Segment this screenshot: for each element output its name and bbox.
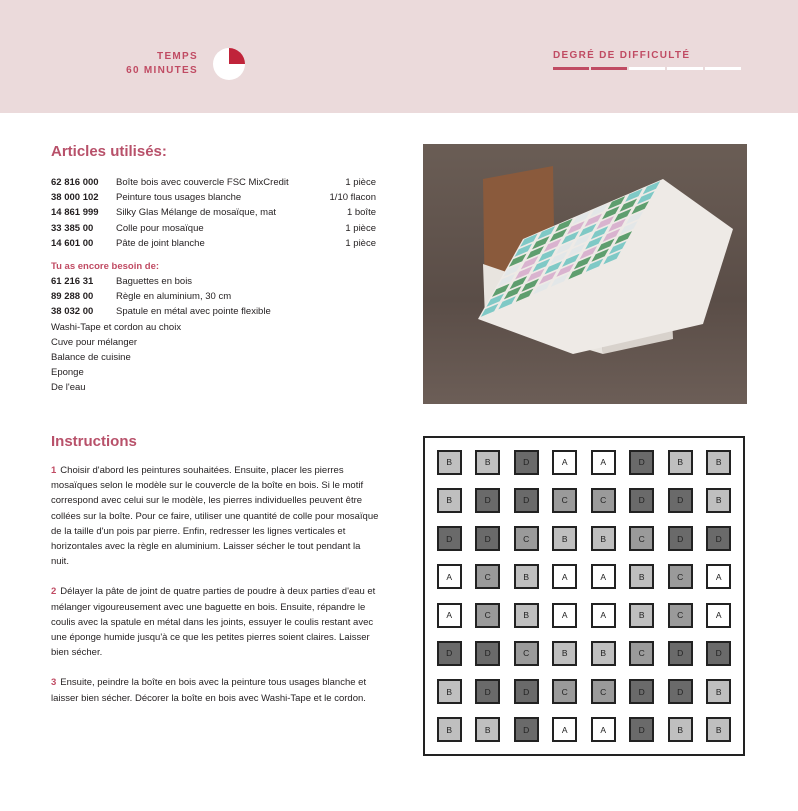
extra-material-row <box>51 320 376 335</box>
pattern-cell <box>661 596 700 634</box>
pattern-cell <box>430 443 469 481</box>
pattern-tile: D <box>668 488 693 513</box>
pattern-cell <box>430 634 469 672</box>
material-name: Pâte de joint blanche <box>116 237 205 249</box>
pattern-cell <box>469 711 508 749</box>
pattern-tile: B <box>706 679 731 704</box>
mosaic-box-photo <box>423 144 747 404</box>
extra-material-code: 38 032 00 <box>51 306 94 318</box>
pattern-tile: C <box>591 488 616 513</box>
pattern-tile: B <box>437 488 462 513</box>
pattern-cell <box>507 673 546 711</box>
pattern-cell <box>584 520 623 558</box>
pattern-tile: B <box>668 717 693 742</box>
pattern-tile: B <box>514 603 539 628</box>
pattern-tile: C <box>475 603 500 628</box>
pattern-tile: D <box>629 450 654 475</box>
pattern-cell <box>546 634 585 672</box>
extra-material-name: Washi-Tape et cordon au choix <box>51 321 182 333</box>
pattern-cell <box>700 443 739 481</box>
pattern-cell <box>469 596 508 634</box>
material-code: 33 385 00 <box>51 222 94 234</box>
pattern-cell <box>469 558 508 596</box>
extra-material-code: 89 288 00 <box>51 291 94 303</box>
pattern-cell <box>430 596 469 634</box>
material-row <box>51 236 376 251</box>
pattern-tile: D <box>706 526 731 551</box>
instructions-body <box>51 463 381 721</box>
pattern-tile: C <box>629 641 654 666</box>
pattern-tile: A <box>591 450 616 475</box>
material-qty: 1 boîte <box>346 207 376 219</box>
pattern-cell <box>623 634 662 672</box>
extra-material-row <box>51 365 376 380</box>
pattern-tile: D <box>629 679 654 704</box>
pattern-tile: A <box>437 603 462 628</box>
material-qty: 1 pièce <box>345 177 376 188</box>
pattern-cell <box>700 481 739 519</box>
pattern-cell <box>507 481 546 519</box>
material-qty: 1/10 flacon <box>329 192 376 204</box>
materials-title: Articles utilisés: <box>51 143 167 160</box>
pattern-tile: B <box>706 450 731 475</box>
pattern-tile: C <box>591 679 616 704</box>
pattern-tile: D <box>514 450 539 475</box>
pattern-cell <box>430 711 469 749</box>
pattern-cell <box>661 443 700 481</box>
pattern-cell <box>623 443 662 481</box>
pattern-cell <box>469 520 508 558</box>
pattern-cell <box>546 558 585 596</box>
extra-material-row <box>51 274 376 289</box>
pattern-cell <box>661 673 700 711</box>
difficulty-title: DEGRÉ DE DIFFICULTÉ <box>553 50 691 61</box>
pattern-cell <box>507 634 546 672</box>
pattern-cell <box>623 558 662 596</box>
pattern-cell <box>507 443 546 481</box>
pattern-cell <box>584 673 623 711</box>
pattern-tile: D <box>475 488 500 513</box>
extra-material-name: Baguettes en bois <box>116 275 193 287</box>
pattern-cell <box>469 443 508 481</box>
materials-list <box>51 175 376 395</box>
pattern-cell <box>507 596 546 634</box>
material-code: 14 601 00 <box>51 237 94 249</box>
difficulty-bar <box>591 67 627 70</box>
pattern-tile: B <box>629 603 654 628</box>
material-code: 38 000 102 <box>51 192 99 204</box>
pattern-tile: C <box>668 564 693 589</box>
material-name: Colle pour mosaïque <box>116 222 204 234</box>
extra-material-row <box>51 289 376 304</box>
extra-material-name: Eponge <box>51 367 84 379</box>
material-name: Silky Glas Mélange de mosaïque, mat <box>116 207 276 219</box>
pattern-tile: D <box>475 679 500 704</box>
step-text: Choisir d'abord les peintures souhaitées. Ensuite, placer les pierres mosaïques selon le modèle sur le couvercle de la boîte en bois. Si le motif correspond avec celui sur le modèle, les pierres individuelles peuvent être collées sur la boîte. Pour ce faire, utiliser une quantité de colle pour mosaïque de la taille d'un pois par pierre. Enfin, redresser les lignes verticales et horizontales avec la règle en aluminium. Laisser sécher le tout pendant la nuit. <box>51 465 379 568</box>
instruction-step <box>51 675 381 705</box>
pattern-cell <box>584 634 623 672</box>
pattern-cell <box>469 481 508 519</box>
pattern-tile: D <box>668 679 693 704</box>
pattern-tile: C <box>552 679 577 704</box>
pattern-cell <box>584 711 623 749</box>
pattern-cell <box>623 520 662 558</box>
material-row <box>51 175 376 190</box>
pattern-tile: D <box>475 641 500 666</box>
extra-material-row <box>51 380 376 395</box>
pattern-cell <box>623 711 662 749</box>
pattern-tile: B <box>552 641 577 666</box>
pattern-tile: A <box>591 717 616 742</box>
pattern-tile: D <box>437 526 462 551</box>
extra-material-name: Cuve pour mélanger <box>51 336 138 348</box>
time-pie-slice <box>229 48 245 64</box>
time-pie-icon <box>213 48 245 80</box>
extra-material-row <box>51 335 376 350</box>
pattern-cell <box>546 520 585 558</box>
pattern-tile: A <box>552 717 577 742</box>
materials-subtitle: Tu as encore besoin de: <box>51 260 160 272</box>
time-title: TEMPS <box>157 51 198 62</box>
pattern-cell <box>623 481 662 519</box>
difficulty-bar <box>553 67 589 70</box>
pattern-tile: B <box>591 641 616 666</box>
material-name: Peinture tous usages blanche <box>116 192 242 204</box>
pattern-tile: B <box>706 717 731 742</box>
material-name: Boîte bois avec couvercle FSC MixCredit <box>116 177 289 188</box>
difficulty-bar <box>667 67 703 70</box>
pattern-cell <box>661 634 700 672</box>
pattern-cell <box>430 558 469 596</box>
pattern-cell <box>700 558 739 596</box>
pattern-cell <box>584 558 623 596</box>
pattern-cell <box>623 596 662 634</box>
pattern-tile: D <box>514 488 539 513</box>
pattern-tile: A <box>437 564 462 589</box>
pattern-cell <box>584 443 623 481</box>
pattern-cell <box>584 596 623 634</box>
step-text: Ensuite, peindre la boîte en bois avec la peinture tous usages blanche et laisser bien sécher. Décorer la boîte en bois avec Washi-Tape et le cordon. <box>51 677 367 704</box>
pattern-tile: A <box>706 603 731 628</box>
header-band <box>0 0 798 113</box>
pattern-tile: B <box>706 488 731 513</box>
pattern-cell <box>700 711 739 749</box>
pattern-cell <box>507 558 546 596</box>
material-qty: 1 pièce <box>345 222 376 234</box>
extra-material-row <box>51 350 376 365</box>
pattern-tile: C <box>629 526 654 551</box>
material-row <box>51 190 376 205</box>
pattern-cell <box>546 673 585 711</box>
pattern-cell <box>661 558 700 596</box>
pattern-tile: A <box>552 450 577 475</box>
pattern-cell <box>661 520 700 558</box>
pattern-cell <box>507 711 546 749</box>
pattern-cell <box>700 634 739 672</box>
pattern-tile: C <box>668 603 693 628</box>
material-code: 14 861 999 <box>51 207 99 219</box>
difficulty-bar <box>705 67 741 70</box>
extra-material-name: Règle en aluminium, 30 cm <box>116 291 232 303</box>
step-text: Délayer la pâte de joint de quatre parties de poudre à deux parties d'eau et mélanger vigoureusement avec une baguette en bois. Ensuite, répandre le coulis avec la spatule en métal dans les joints, essuyer le coulis restant avec une éponge humide jusqu'à ce que les petites pierres soient claires. Laisser bien sécher. <box>51 586 376 659</box>
pattern-tile: D <box>475 526 500 551</box>
pattern-tile: A <box>552 564 577 589</box>
time-value: 60 MINUTES <box>126 65 198 76</box>
pattern-tile: B <box>629 564 654 589</box>
step-number: 2 <box>51 586 57 598</box>
pattern-tile: C <box>475 564 500 589</box>
pattern-tile: D <box>514 717 539 742</box>
pattern-tile: C <box>514 526 539 551</box>
material-qty: 1 pièce <box>345 237 376 249</box>
pattern-cell <box>584 481 623 519</box>
mosaic-pattern-grid <box>423 436 745 756</box>
pattern-tile: D <box>514 679 539 704</box>
pattern-cell <box>469 634 508 672</box>
pattern-tile: B <box>475 717 500 742</box>
pattern-tile: A <box>591 564 616 589</box>
pattern-tile: D <box>668 641 693 666</box>
pattern-tile: B <box>514 564 539 589</box>
difficulty-bar <box>629 67 665 70</box>
instruction-step <box>51 584 381 660</box>
instruction-step <box>51 463 381 569</box>
pattern-cell <box>430 673 469 711</box>
product-photo <box>423 144 747 404</box>
pattern-tile: B <box>668 450 693 475</box>
material-row <box>51 205 376 220</box>
pattern-tile: B <box>437 450 462 475</box>
pattern-cell <box>661 711 700 749</box>
pattern-tile: D <box>706 641 731 666</box>
pattern-tile: B <box>552 526 577 551</box>
extra-material-name: De l'eau <box>51 382 86 394</box>
pattern-tile: C <box>552 488 577 513</box>
pattern-cell <box>623 673 662 711</box>
extra-material-name: Balance de cuisine <box>51 351 131 363</box>
step-number: 3 <box>51 677 57 689</box>
pattern-cell <box>430 481 469 519</box>
step-number: 1 <box>51 465 57 476</box>
difficulty-bars <box>553 67 743 70</box>
material-code: 62 816 000 <box>51 177 99 188</box>
pattern-cell <box>700 520 739 558</box>
pattern-tile: B <box>475 450 500 475</box>
pattern-cell <box>661 481 700 519</box>
pattern-tile: A <box>591 603 616 628</box>
pattern-cell <box>546 443 585 481</box>
pattern-tile: D <box>629 488 654 513</box>
instructions-title: Instructions <box>51 433 137 450</box>
pattern-cell <box>507 520 546 558</box>
pattern-cell <box>546 481 585 519</box>
pattern-tile: D <box>668 526 693 551</box>
extra-material-name: Spatule en métal avec pointe flexible <box>116 306 271 318</box>
pattern-cell <box>430 520 469 558</box>
extra-material-row <box>51 304 376 319</box>
pattern-cell <box>700 673 739 711</box>
pattern-tile: A <box>552 603 577 628</box>
pattern-tile: B <box>437 717 462 742</box>
pattern-tile: D <box>437 641 462 666</box>
pattern-tile: A <box>706 564 731 589</box>
pattern-tile: B <box>591 526 616 551</box>
pattern-tile: C <box>514 641 539 666</box>
pattern-cell <box>469 673 508 711</box>
pattern-tile: B <box>437 679 462 704</box>
pattern-tile: D <box>629 717 654 742</box>
extra-material-code: 61 216 31 <box>51 275 94 287</box>
pattern-cell <box>700 596 739 634</box>
time-label <box>112 50 198 78</box>
pattern-cell <box>546 711 585 749</box>
material-row <box>51 221 376 236</box>
pattern-cell <box>546 596 585 634</box>
